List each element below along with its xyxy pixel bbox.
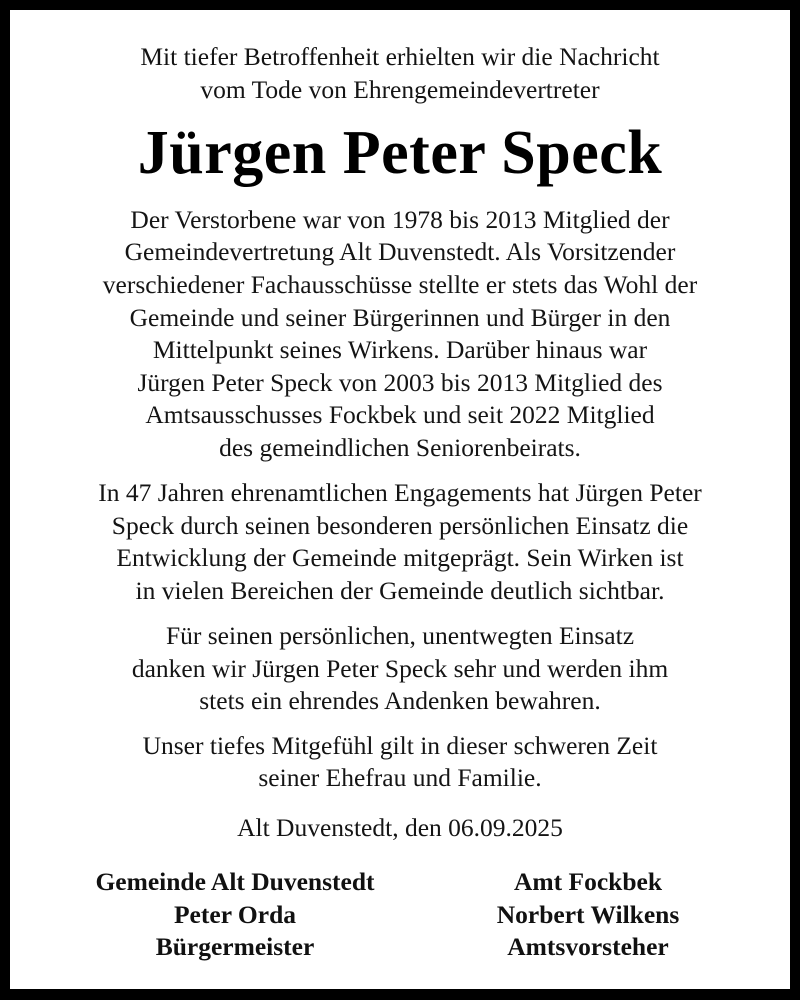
paragraph-2-line: Entwicklung der Gemeinde mitgeprägt. Sein Wirken ist (116, 543, 684, 572)
paragraph-2-line: In 47 Jahren ehrenamtlichen Engagements hat Jürgen Peter (98, 478, 702, 507)
paragraph-1-line: des gemeindlichen Seniorenbeirats. (219, 433, 581, 462)
deceased-name: Jürgen Peter Speck (137, 119, 663, 187)
intro-line-1: Mit tiefer Betroffenheit erhielten wir die Nachricht (140, 42, 660, 71)
signature-organization: Gemeinde Alt Duvenstedt (95, 867, 375, 896)
signature-person: Norbert Wilkens (496, 899, 680, 929)
paragraph-1-line: Jürgen Peter Speck von 2003 bis 2013 Mitglied des (137, 368, 663, 397)
paragraph-1-line: Gemeindevertretung Alt Duvenstedt. Als Vorsitzender (124, 237, 676, 266)
paragraph-1-line: verschiedener Fachausschüsse stellte er stets das Wohl der (102, 270, 698, 299)
signature-block-left (70, 866, 400, 964)
paragraph-1-line: Gemeinde und seiner Bürgerinnen und Bürger in den (129, 303, 671, 332)
paragraph-4-line: Unser tiefes Mitgefühl gilt in dieser schweren Zeit (142, 731, 658, 760)
signature-title: Amtsvorsteher (507, 932, 669, 961)
paragraph-2-line: Speck durch seinen besonderen persönlichen Einsatz die (111, 511, 689, 540)
signature-organization: Amt Fockbek (513, 867, 663, 896)
paragraph-3-line: stets ein ehrendes Andenken bewahren. (199, 686, 601, 715)
paragraph-3-line: Für seinen persönlichen, unentwegten Einsatz (165, 621, 635, 650)
paragraph-3-line: danken wir Jürgen Peter Speck sehr und werden ihm (131, 654, 669, 683)
intro-line-2: vom Tode von Ehrengemeindevertreter (200, 75, 600, 104)
paragraph-4-line: seiner Ehefrau und Familie. (258, 763, 542, 792)
signature-title: Bürgermeister (155, 932, 315, 961)
place-date: Alt Duvenstedt, den 06.09.2025 (237, 813, 563, 842)
paragraph-1-line: Amtsausschusses Fockbek und seit 2022 Mitglied (145, 400, 655, 429)
signature-block-right (423, 866, 753, 964)
paragraph-1-line: Mittelpunkt seines Wirkens. Darüber hinaus war (152, 335, 648, 364)
paragraph-2-line: in vielen Bereichen der Gemeinde deutlich sichtbar. (135, 576, 665, 605)
signature-person: Peter Orda (173, 899, 297, 929)
paragraph-1-line: Der Verstorbene war von 1978 bis 2013 Mitglied der (130, 205, 670, 234)
